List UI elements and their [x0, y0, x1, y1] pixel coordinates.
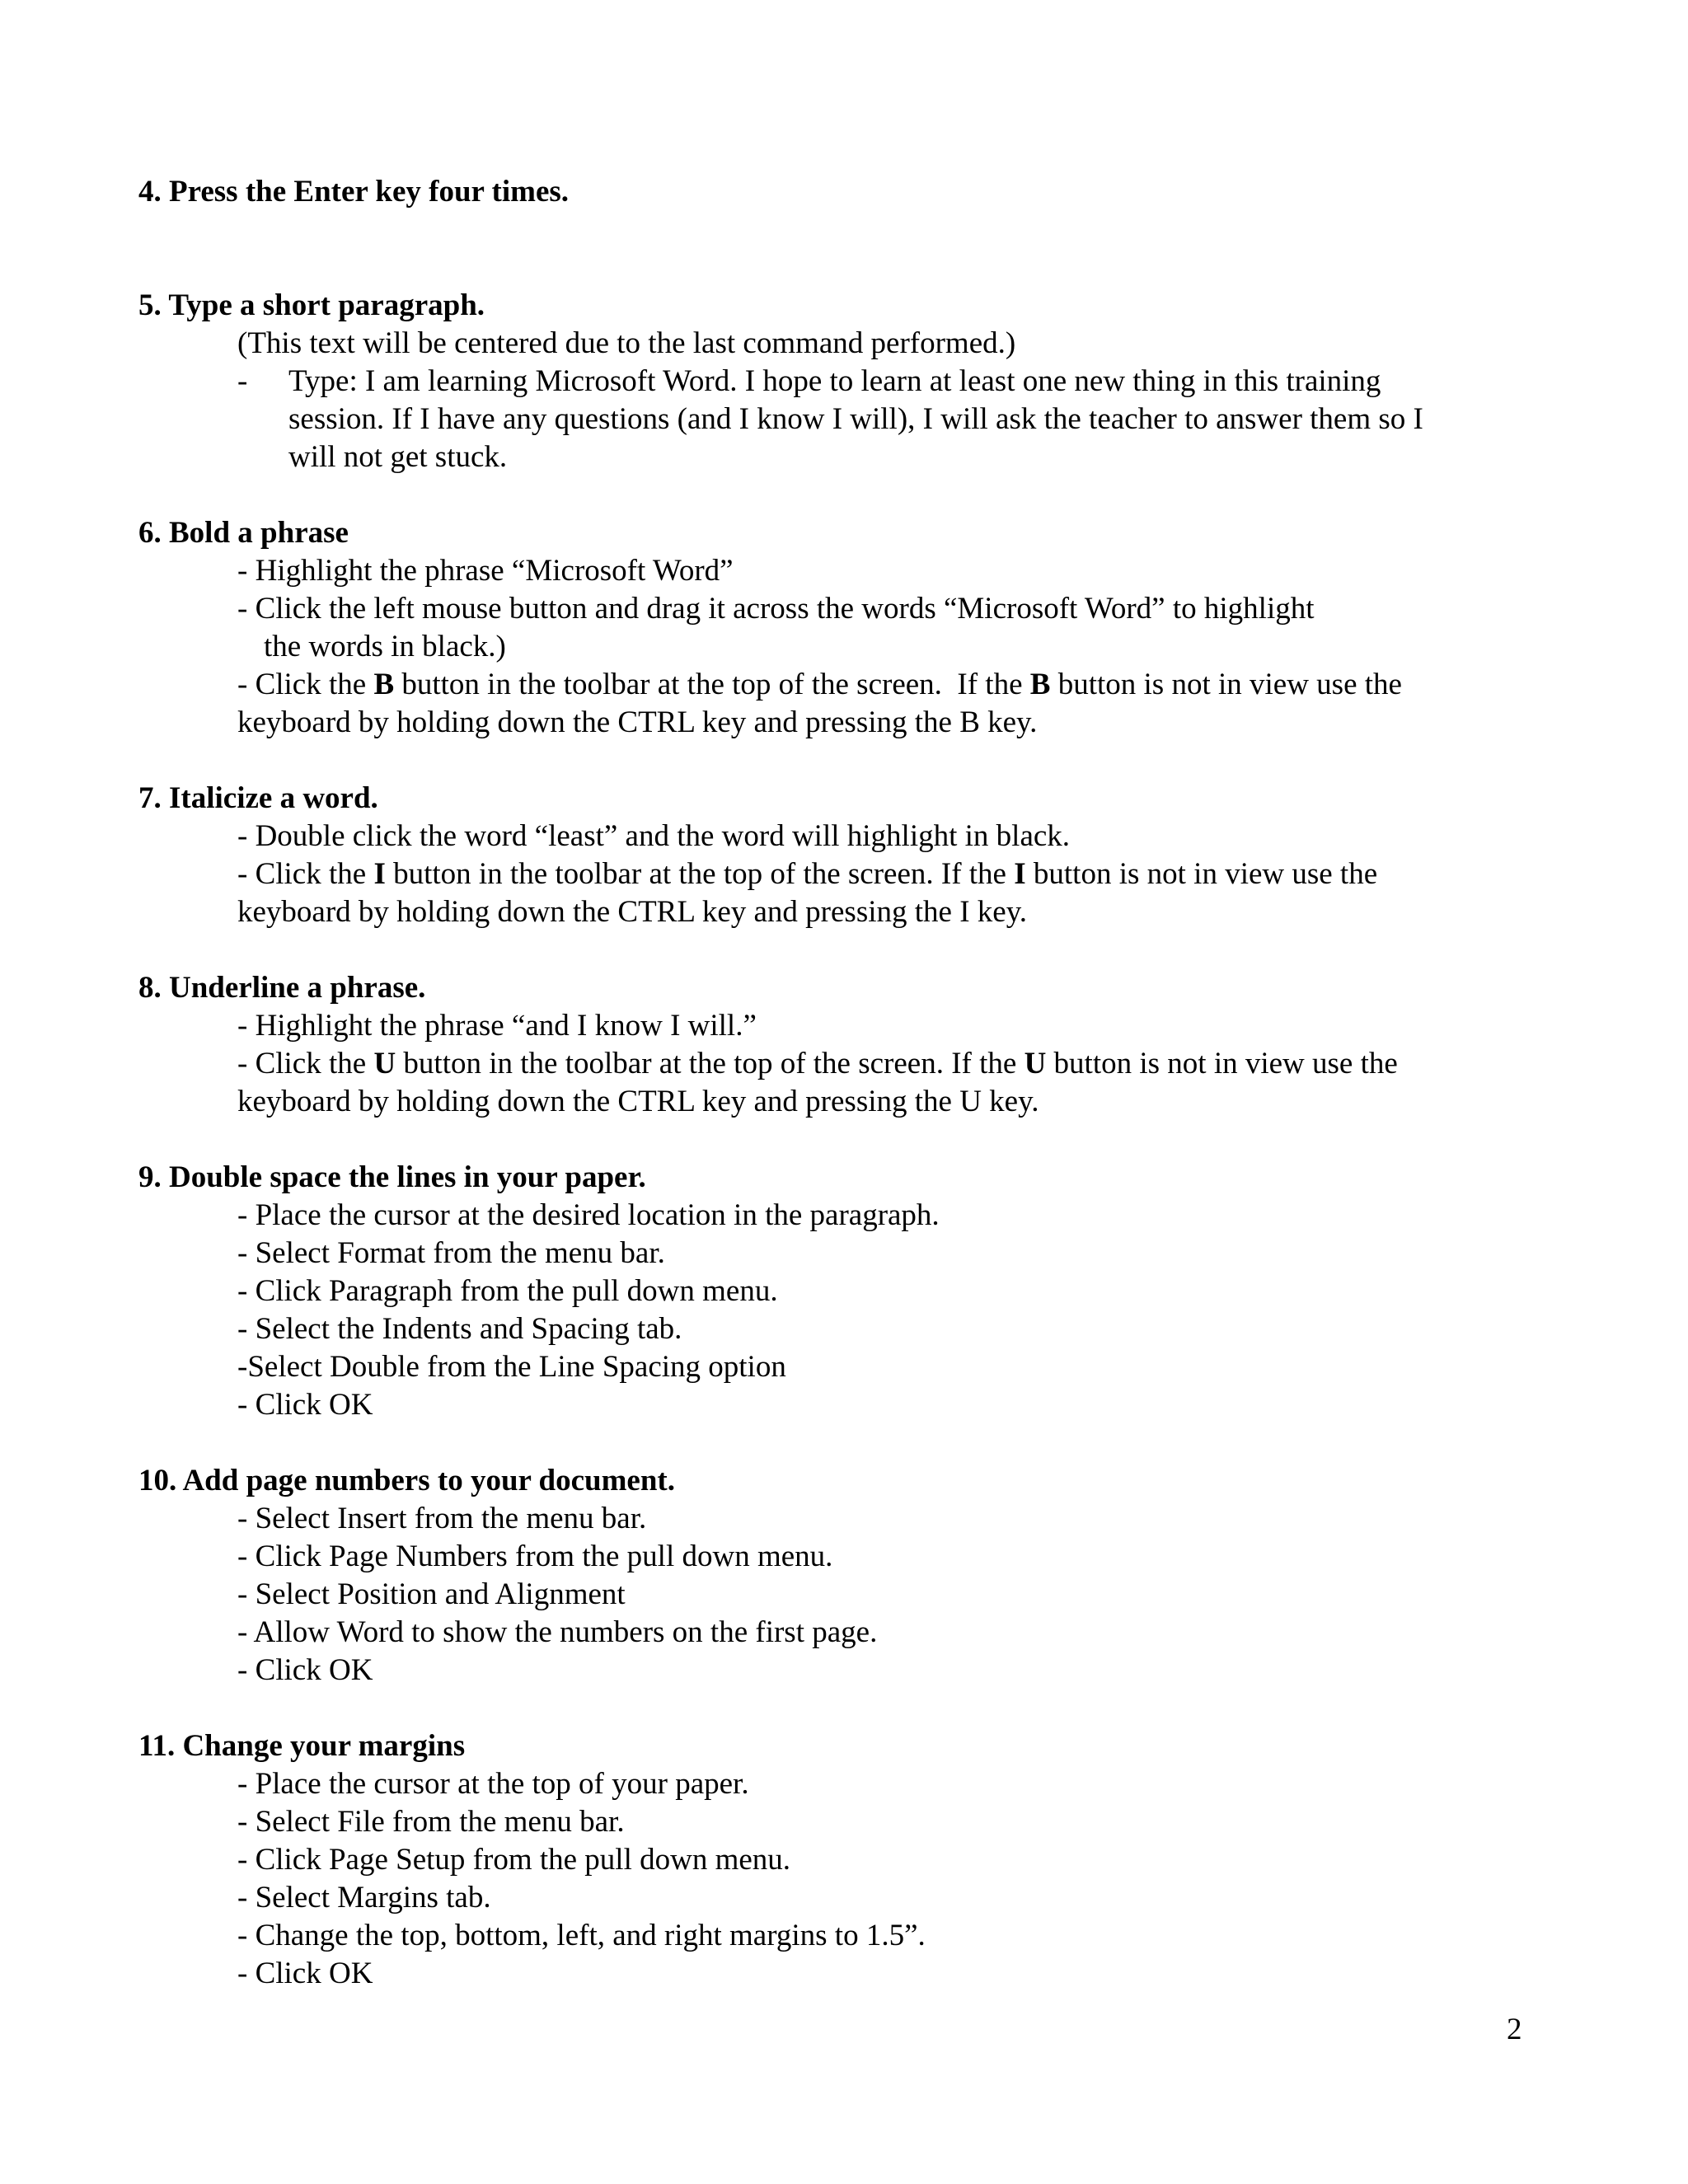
bold-u-label: U [1024, 1047, 1047, 1080]
step-9-item: - Click Paragraph from the pull down menu. [237, 1274, 778, 1308]
step-9-heading: 9. Double space the lines in your paper. [138, 1160, 646, 1194]
step-6-heading: 6. Bold a phrase [138, 516, 349, 550]
step-8-line-1: - Highlight the phrase “and I know I will.” [237, 1009, 757, 1043]
step-10-heading: 10. Add page numbers to your document. [138, 1464, 676, 1497]
step-11-item: - Change the top, bottom, left, and right margins to 1.5”. [237, 1919, 926, 1952]
text-run: - Click the [237, 668, 374, 701]
bold-b-label: B [373, 668, 395, 701]
step-9-item: - Click OK [237, 1388, 373, 1422]
text-run: button is not in view use the [1025, 857, 1378, 891]
step-9-item: -Select Double from the Line Spacing option [237, 1350, 786, 1384]
bold-u-label: U [373, 1047, 396, 1080]
step-5-note: (This text will be centered due to the last command performed.) [237, 326, 1016, 360]
step-10-item: - Select Insert from the menu bar. [237, 1502, 647, 1535]
step-10-item: - Click Page Numbers from the pull down menu. [237, 1540, 833, 1573]
text-run: button in the toolbar at the top of the screen. If the [396, 1047, 1025, 1080]
step-8-line-2 [138, 1045, 1556, 1083]
text-run: button in the toolbar at the top of the screen. If the [385, 857, 1015, 891]
step-9-item: - Select Format from the menu bar. [237, 1236, 665, 1270]
step-8-heading: 8. Underline a phrase. [138, 971, 426, 1005]
step-5-bullet-line-2: session. If I have any questions (and I know I will), I will ask the teacher to answer them so I [288, 402, 1423, 436]
text-run: - Click the [237, 1047, 374, 1080]
step-7-line-2 [138, 855, 1556, 893]
step-5-bullet-line-1: Type: I am learning Microsoft Word. I hope to learn at least one new thing in this training [288, 364, 1381, 398]
step-11-item: - Place the cursor at the top of your paper. [237, 1767, 749, 1801]
step-6-line-3: the words in black.) [264, 630, 506, 663]
step-10-item: - Click OK [237, 1653, 373, 1687]
step-5-bullet-text [288, 363, 1556, 476]
step-6-line-5: keyboard by holding down the CTRL key and pressing the B key. [237, 705, 1038, 739]
bold-b-label: B [1029, 668, 1051, 701]
step-9-item: - Select the Indents and Spacing tab. [237, 1312, 682, 1346]
step-11-heading: 11. Change your margins [138, 1729, 466, 1763]
step-6-line-4 [138, 666, 1556, 704]
spacer [138, 1121, 1556, 1159]
step-5-bullet [138, 363, 1556, 476]
spacer [138, 931, 1556, 969]
step-7-heading: 7. Italicize a word. [138, 781, 378, 815]
step-10-item: - Select Position and Alignment [237, 1577, 626, 1611]
text-run: button in the toolbar at the top of the screen. If the [394, 668, 1030, 701]
step-8-line-3: keyboard by holding down the CTRL key and pressing the U key. [237, 1085, 1039, 1118]
step-6-line-2: - Click the left mouse button and drag it across the words “Microsoft Word” to highlight [237, 592, 1315, 626]
step-6-line-1: - Highlight the phrase “Microsoft Word” [237, 554, 734, 588]
bold-i-label: I [373, 857, 386, 891]
spacer [138, 211, 1556, 287]
text-run: button is not in view use the [1046, 1047, 1398, 1080]
step-11-item: - Select Margins tab. [237, 1881, 491, 1915]
step-9-item: - Place the cursor at the desired location in the paragraph. [237, 1198, 940, 1232]
spacer [138, 476, 1556, 514]
text-run: - Click the [237, 857, 374, 891]
spacer [138, 1424, 1556, 1462]
step-11-item: - Click Page Setup from the pull down menu. [237, 1843, 791, 1877]
step-5-bullet-line-3: will not get stuck. [288, 440, 508, 474]
bold-i-label: I [1014, 857, 1026, 891]
step-11-item: - Click OK [237, 1957, 373, 1990]
bullet-dash: - [237, 364, 248, 398]
step-4-heading: 4. Press the Enter key four times. [138, 175, 570, 209]
document-body [138, 173, 1556, 1993]
step-5-heading: 5. Type a short paragraph. [138, 288, 485, 322]
step-10-item: - Allow Word to show the numbers on the first page. [237, 1615, 878, 1649]
step-7-line-3: keyboard by holding down the CTRL key and pressing the I key. [237, 895, 1028, 929]
step-11-item: - Select File from the menu bar. [237, 1805, 625, 1839]
text-run: button is not in view use the [1050, 668, 1402, 701]
spacer [138, 1690, 1556, 1727]
spacer [138, 742, 1556, 780]
step-7-line-1: - Double click the word “least” and the word will highlight in black. [237, 819, 1071, 853]
page-number: 2 [1507, 2013, 1522, 2046]
